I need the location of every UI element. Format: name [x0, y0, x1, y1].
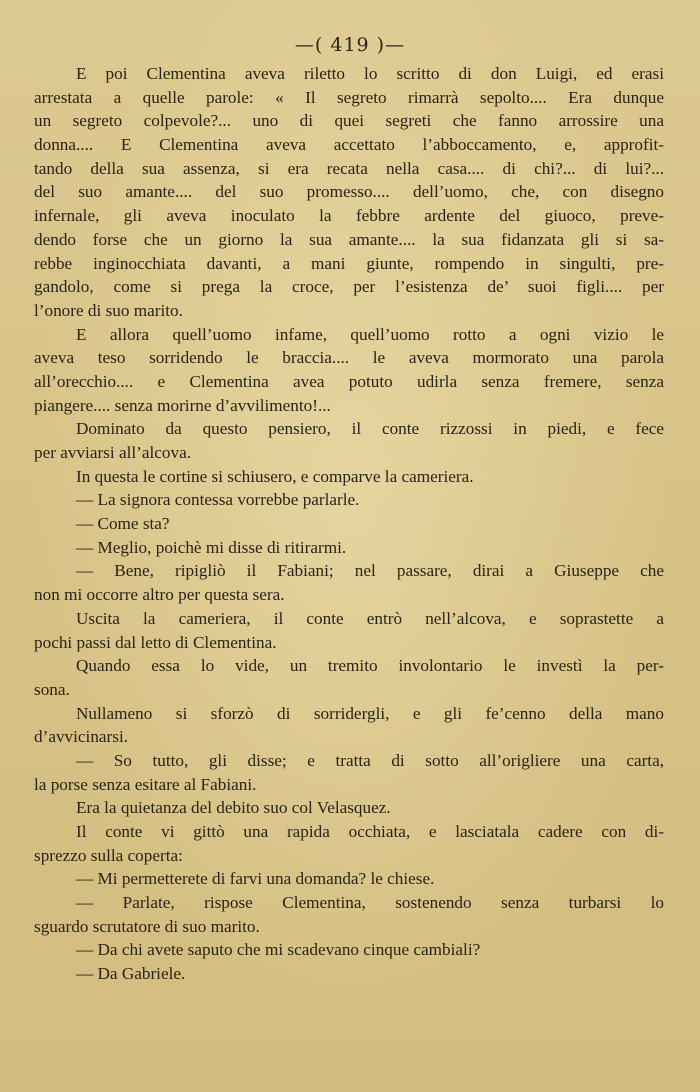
- text-line: tando della sua assenza, si era recata nella casa.... di chi?... di lui?...: [34, 158, 664, 178]
- text-line: Uscita la cameriera, il conte entrò nell’alcova, e soprastette a: [76, 608, 664, 628]
- text-line: pochi passi dal letto di Clementina.: [34, 632, 277, 652]
- text-line: non mi occorre altro per questa sera.: [34, 585, 285, 605]
- text-line: sona.: [34, 679, 70, 699]
- text-line: arrestata a quelle parole: « Il segreto rimarrà sepolto.... Era dunque: [34, 87, 664, 107]
- text-line: — So tutto, gli disse; e tratta di sotto all’origliere una carta,: [76, 750, 664, 770]
- text-line: piangere.... senza morirne d’avvilimento!...: [34, 395, 331, 415]
- text-line: dendo forse che un giorno la sua amante.... la sua fidanzata gli si sa-: [34, 229, 664, 249]
- text-line: Era la quietanza del debito suo col Velasquez.: [76, 798, 391, 818]
- text-line: Quando essa lo vide, un tremito involontario le investì la per-: [76, 656, 664, 676]
- page-number: —( 419 )—: [294, 34, 406, 56]
- text-line: per avviarsi all’alcova.: [34, 443, 191, 462]
- text-line: — La signora contessa vorrebbe parlarle.: [76, 490, 360, 510]
- text-line: — Meglio, poichè mi disse di ritirarmi.: [76, 537, 347, 557]
- text-line: aveva teso sorridendo le braccia.... le aveva mormorato una parola: [34, 348, 664, 368]
- text-line: la porse senza esitare al Fabiani.: [34, 774, 257, 794]
- text-line: rebbe inginocchiata davanti, a mani giunte, rompendo in singulti, pre-: [34, 253, 664, 273]
- text-line: donna.... E Clementina aveva accettato l’abboccamento, e, approfit-: [34, 135, 664, 155]
- text-line: — Da chi avete saputo che mi scadevano cinque cambiali?: [76, 940, 481, 960]
- text-line: — Come sta?: [76, 514, 170, 534]
- text-line: all’orecchio.... e Clementina avea potuto udirla senza fremere, senza: [34, 371, 664, 391]
- text-line: — Mi permetterete di farvi una domanda? le chiese.: [76, 869, 435, 889]
- text-line: E poi Clementina aveva riletto lo scritto di don Luigi, ed erasi: [76, 64, 664, 83]
- text-line: d’avvicinarsi.: [34, 727, 129, 747]
- text-line: un segreto colpevole?... uno di quei segreti che fanno arrossire una: [34, 111, 664, 131]
- text-line: — Bene, ripigliò il Fabiani; nel passare, dirai a Giuseppe che: [76, 561, 664, 581]
- page-text: [34, 62, 664, 986]
- text-line: sguardo scrutatore di suo marito.: [34, 916, 260, 936]
- text-line: Il conte vi gittò una rapida occhiata, e lasciatala cadere con di-: [76, 822, 664, 841]
- text-line: Nullameno si sforzò di sorridergli, e gli fe’cenno della mano: [76, 703, 664, 723]
- text-line: sprezzo sulla coperta:: [34, 845, 183, 865]
- text-line: — Da Gabriele.: [76, 964, 186, 984]
- text-line: gandolo, come si prega la croce, per l’esistenza de’ suoi figli.... per: [34, 277, 664, 297]
- text-line: infernale, gli aveva inoculato la febbre ardente del giuoco, preve-: [34, 206, 664, 226]
- text-line: del suo amante.... del suo promesso.... dell’uomo, che, con disegno: [34, 182, 664, 202]
- text-line: l’onore di suo marito.: [34, 300, 183, 320]
- text-line: Dominato da questo pensiero, il conte rizzossi in piedi, e fece: [76, 419, 664, 439]
- text-line: E allora quell’uomo infame, quell’uomo rotto a ogni vizio le: [76, 324, 664, 344]
- text-line: In questa le cortine si schiusero, e comparve la cameriera.: [76, 466, 474, 486]
- text-line: — Parlate, rispose Clementina, sostenendo senza turbarsi lo: [76, 893, 664, 913]
